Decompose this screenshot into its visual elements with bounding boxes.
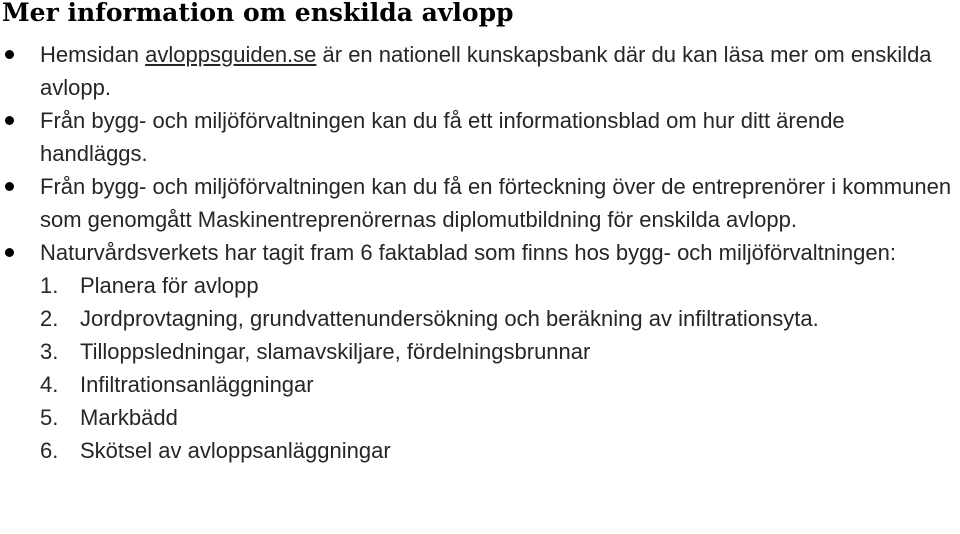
faktablad-item [40,434,956,467]
faktablad-title: Planera för avlopp [80,273,259,298]
bullet-dot-icon [5,50,14,59]
faktablad-item [40,401,956,434]
faktablad-item [40,335,956,368]
list-number: 5. [40,405,59,430]
faktablad-item [40,269,956,302]
faktablad-list [40,269,956,467]
avloppsguiden-link[interactable]: avloppsguiden.se [145,42,317,67]
bullet-item-informationsblad [0,104,960,170]
info-bullet-list [0,38,960,467]
page-title: Mer information om enskilda avlopp [2,0,514,27]
list-number: 2. [40,306,59,331]
list-number: 3. [40,339,59,364]
faktablad-item [40,368,956,401]
bullet-dot-icon [5,248,14,257]
faktablad-title: Skötsel av avloppsanläggningar [80,438,391,463]
bullet-text-suffix: är en nationell kunskapsbank där du kan läsa mer om enskilda avlopp. [40,42,932,100]
list-number: 1. [40,273,59,298]
bullet-text: Från bygg- och miljöförvaltningen kan du få ett informationsblad om hur ditt ärende handläggs. [40,108,845,166]
faktablad-title: Markbädd [80,405,178,430]
bullet-text: Från bygg- och miljöförvaltningen kan du få en förteckning över de entreprenörer i kommunen som genomgått Maskinentreprenörernas diplomutbildning för enskilda avlopp. [40,174,952,232]
bullet-item-entreprenorer [0,170,960,236]
bullet-dot-icon [5,116,14,125]
faktablad-title: Jordprovtagning, grundvattenundersökning och beräkning av infiltrationsyta. [80,306,819,331]
bullet-item-faktablad [0,236,960,467]
faktablad-title: Infiltrationsanläggningar [80,372,314,397]
bullet-text-prefix: Hemsidan [40,42,146,67]
faktablad-item [40,302,956,335]
bullet-item-avloppsguiden [0,38,960,104]
list-number: 4. [40,372,59,397]
bullet-text: Naturvårdsverkets har tagit fram 6 faktablad som finns hos bygg- och miljöförvaltningen: [40,240,896,265]
list-number: 6. [40,438,59,463]
faktablad-title: Tilloppsledningar, slamavskiljare, fördelningsbrunnar [80,339,591,364]
bullet-dot-icon [5,182,14,191]
